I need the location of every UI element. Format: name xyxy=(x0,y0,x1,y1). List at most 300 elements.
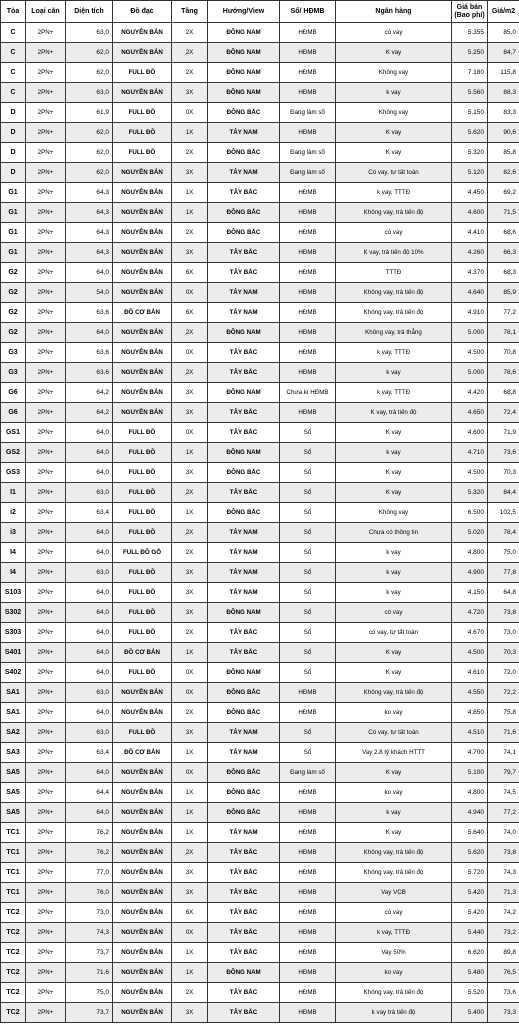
cell-ngan-hang: K vay xyxy=(336,643,452,663)
cell-dien-tich: 77,0 xyxy=(66,863,113,883)
cell-ngan-hang: ko vay xyxy=(336,963,452,983)
cell-gia-m2: 71,5 xyxy=(488,203,519,223)
cell-gia-m2: 73,6 xyxy=(488,443,519,463)
cell-toa: I1 xyxy=(1,483,26,503)
cell-so-hdmb: HĐMB xyxy=(280,363,336,383)
cell-toa: G2 xyxy=(1,303,26,323)
cell-tang: 0X xyxy=(172,663,208,683)
cell-loai-can: 2PN+ xyxy=(26,823,66,843)
cell-ngan-hang: Không vay, trả tiến độ xyxy=(336,863,452,883)
cell-do-dac: FULL ĐỒ xyxy=(113,503,172,523)
cell-gia-ban: 5.480 xyxy=(452,963,488,983)
cell-huong-view: TÂY BẮC xyxy=(208,183,280,203)
cell-gia-m2: 84,7 xyxy=(488,43,519,63)
cell-tang: 6X xyxy=(172,303,208,323)
table-row xyxy=(1,223,519,243)
cell-do-dac: NGUYÊN BẢN xyxy=(113,23,172,43)
cell-ngan-hang: K vay xyxy=(336,123,452,143)
cell-ngan-hang: k vay, TTTĐ xyxy=(336,343,452,363)
cell-gia-ban: 5.420 xyxy=(452,903,488,923)
cell-gia-ban: 6.620 xyxy=(452,943,488,963)
cell-loai-can: 2PN+ xyxy=(26,23,66,43)
cell-tang: 3X xyxy=(172,563,208,583)
cell-gia-ban: 4.720 xyxy=(452,603,488,623)
table-row xyxy=(1,803,519,823)
table-row xyxy=(1,483,519,503)
cell-loai-can: 2PN+ xyxy=(26,883,66,903)
cell-loai-can: 2PN+ xyxy=(26,103,66,123)
cell-toa: SA1 xyxy=(1,683,26,703)
cell-so-hdmb: Đang làm sổ xyxy=(280,103,336,123)
table-row xyxy=(1,683,519,703)
cell-ngan-hang: Không vay xyxy=(336,103,452,123)
cell-do-dac: NGUYÊN BẢN xyxy=(113,1003,172,1023)
cell-gia-m2: 84,4 xyxy=(488,483,519,503)
cell-gia-ban: 4.500 xyxy=(452,463,488,483)
cell-dien-tich: 64,0 xyxy=(66,443,113,463)
cell-toa: S303 xyxy=(1,623,26,643)
table-row xyxy=(1,763,519,783)
table-row xyxy=(1,383,519,403)
cell-ngan-hang: K vay xyxy=(336,823,452,843)
cell-loai-can: 2PN+ xyxy=(26,683,66,703)
cell-do-dac: NGUYÊN BẢN xyxy=(113,383,172,403)
cell-gia-ban: 4.910 xyxy=(452,303,488,323)
cell-do-dac: NGUYÊN BẢN xyxy=(113,963,172,983)
cell-toa: G2 xyxy=(1,323,26,343)
cell-loai-can: 2PN+ xyxy=(26,743,66,763)
cell-so-hdmb: Đang làm sổ xyxy=(280,163,336,183)
cell-dien-tich: 62,0 xyxy=(66,163,113,183)
table-row xyxy=(1,443,519,463)
cell-so-hdmb: HĐMB xyxy=(280,43,336,63)
cell-so-hdmb: HĐMB xyxy=(280,23,336,43)
cell-tang: 3X xyxy=(172,403,208,423)
cell-gia-ban: 4.940 xyxy=(452,803,488,823)
table-row xyxy=(1,843,519,863)
cell-gia-ban: 4.600 xyxy=(452,203,488,223)
cell-huong-view: ĐÔNG NAM xyxy=(208,963,280,983)
cell-toa: TC2 xyxy=(1,923,26,943)
cell-loai-can: 2PN+ xyxy=(26,503,66,523)
cell-do-dac: NGUYÊN BẢN xyxy=(113,363,172,383)
cell-loai-can: 2PN+ xyxy=(26,383,66,403)
cell-so-hdmb: HĐMB xyxy=(280,783,336,803)
cell-gia-ban: 5.440 xyxy=(452,923,488,943)
cell-do-dac: FULL ĐỒ xyxy=(113,523,172,543)
cell-dien-tich: 64,0 xyxy=(66,323,113,343)
cell-toa: G1 xyxy=(1,223,26,243)
cell-so-hdmb: Sổ xyxy=(280,663,336,683)
cell-loai-can: 2PN+ xyxy=(26,483,66,503)
cell-do-dac: ĐỒ CƠ BẢN xyxy=(113,743,172,763)
cell-dien-tich: 73,7 xyxy=(66,1003,113,1023)
cell-do-dac: NGUYÊN BẢN xyxy=(113,763,172,783)
cell-toa: i3 xyxy=(1,523,26,543)
cell-dien-tich: 73,7 xyxy=(66,943,113,963)
cell-tang: 2X xyxy=(172,483,208,503)
cell-loai-can: 2PN+ xyxy=(26,763,66,783)
cell-do-dac: FULL ĐỒ xyxy=(113,583,172,603)
cell-loai-can: 2PN+ xyxy=(26,463,66,483)
header-dien-tich: Diện tích xyxy=(66,1,113,23)
cell-toa: D xyxy=(1,143,26,163)
cell-huong-view: ĐÔNG NAM xyxy=(208,603,280,623)
cell-huong-view: TÂY BẮC xyxy=(208,263,280,283)
cell-ngan-hang: Không vay xyxy=(336,503,452,523)
cell-dien-tich: 76,2 xyxy=(66,843,113,863)
cell-dien-tich: 62,0 xyxy=(66,63,113,83)
cell-so-hdmb: Sổ xyxy=(280,723,336,743)
cell-gia-ban: 4.850 xyxy=(452,703,488,723)
cell-ngan-hang: k vay xyxy=(336,563,452,583)
cell-huong-view: TÂY BẮC xyxy=(208,403,280,423)
cell-gia-ban: 5.320 xyxy=(452,143,488,163)
cell-ngan-hang: K vay xyxy=(336,143,452,163)
cell-gia-ban: 5.250 xyxy=(452,43,488,63)
cell-toa: SA5 xyxy=(1,803,26,823)
cell-huong-view: TÂY BẮC xyxy=(208,923,280,943)
cell-huong-view: ĐÔNG BẮC xyxy=(208,783,280,803)
cell-do-dac: NGUYÊN BẢN xyxy=(113,323,172,343)
cell-so-hdmb: Đang làm sổ xyxy=(280,143,336,163)
cell-do-dac: NGUYÊN BẢN xyxy=(113,263,172,283)
cell-gia-ban: 4.640 xyxy=(452,283,488,303)
cell-so-hdmb: HĐMB xyxy=(280,303,336,323)
cell-do-dac: ĐỒ CƠ BẢN xyxy=(113,643,172,663)
cell-loai-can: 2PN+ xyxy=(26,63,66,83)
cell-huong-view: ĐÔNG BẮC xyxy=(208,143,280,163)
cell-gia-ban: 6.500 xyxy=(452,503,488,523)
cell-do-dac: NGUYÊN BẢN xyxy=(113,943,172,963)
cell-gia-ban: 4.370 xyxy=(452,263,488,283)
cell-so-hdmb: HĐMB xyxy=(280,963,336,983)
cell-tang: 3X xyxy=(172,1003,208,1023)
cell-do-dac: NGUYÊN BẢN xyxy=(113,883,172,903)
cell-toa: SA1 xyxy=(1,703,26,723)
table-row xyxy=(1,703,519,723)
cell-toa: G1 xyxy=(1,183,26,203)
cell-tang: 2X xyxy=(172,223,208,243)
cell-loai-can: 2PN+ xyxy=(26,643,66,663)
cell-huong-view: TÂY NAM xyxy=(208,123,280,143)
cell-gia-ban: 4.500 xyxy=(452,343,488,363)
cell-loai-can: 2PN+ xyxy=(26,283,66,303)
cell-so-hdmb: Sổ xyxy=(280,523,336,543)
cell-toa: GS2 xyxy=(1,443,26,463)
cell-so-hdmb: Sổ xyxy=(280,543,336,563)
cell-toa: TC2 xyxy=(1,1003,26,1023)
cell-toa: C xyxy=(1,83,26,103)
cell-dien-tich: 64,0 xyxy=(66,663,113,683)
cell-huong-view: ĐÔNG NAM xyxy=(208,323,280,343)
cell-ngan-hang: có vay xyxy=(336,23,452,43)
cell-dien-tich: 63,6 xyxy=(66,303,113,323)
cell-gia-m2: 68,8 xyxy=(488,383,519,403)
cell-gia-ban: 4.670 xyxy=(452,623,488,643)
cell-gia-m2: 70,3 xyxy=(488,463,519,483)
cell-gia-m2: 73,6 xyxy=(488,983,519,1003)
cell-gia-m2: 77,2 xyxy=(488,803,519,823)
cell-loai-can: 2PN+ xyxy=(26,583,66,603)
cell-toa: C xyxy=(1,63,26,83)
cell-do-dac: FULL ĐỒ GỖ xyxy=(113,543,172,563)
cell-tang: 1X xyxy=(172,183,208,203)
cell-toa: TC2 xyxy=(1,943,26,963)
cell-so-hdmb: HĐMB xyxy=(280,183,336,203)
table-row xyxy=(1,363,519,383)
cell-gia-m2: 74,1 xyxy=(488,743,519,763)
cell-dien-tich: 62,0 xyxy=(66,123,113,143)
cell-gia-ban: 5.640 xyxy=(452,823,488,843)
cell-tang: 1X xyxy=(172,443,208,463)
cell-gia-m2: 73,8 xyxy=(488,603,519,623)
cell-ngan-hang: k vay, TTTĐ xyxy=(336,383,452,403)
cell-dien-tich: 62,0 xyxy=(66,143,113,163)
cell-toa: G2 xyxy=(1,283,26,303)
cell-do-dac: NGUYÊN BẢN xyxy=(113,283,172,303)
cell-loai-can: 2PN+ xyxy=(26,803,66,823)
cell-so-hdmb: Sổ xyxy=(280,623,336,643)
cell-ngan-hang: Vay 50% xyxy=(336,943,452,963)
cell-dien-tich: 76,0 xyxy=(66,883,113,903)
cell-dien-tich: 63,0 xyxy=(66,563,113,583)
cell-huong-view: ĐÔNG NAM xyxy=(208,23,280,43)
cell-loai-can: 2PN+ xyxy=(26,183,66,203)
cell-ngan-hang: K vay, trả tiến độ xyxy=(336,403,452,423)
cell-tang: 2X xyxy=(172,43,208,63)
cell-so-hdmb: Sổ xyxy=(280,443,336,463)
cell-toa: TC2 xyxy=(1,903,26,923)
table-row xyxy=(1,63,519,83)
cell-gia-m2: 88,3 xyxy=(488,83,519,103)
cell-do-dac: FULL ĐỒ xyxy=(113,123,172,143)
cell-ngan-hang: TTTĐ xyxy=(336,263,452,283)
cell-tang: 1X xyxy=(172,823,208,843)
cell-loai-can: 2PN+ xyxy=(26,963,66,983)
cell-gia-ban: 4.710 xyxy=(452,443,488,463)
cell-so-hdmb: Sổ xyxy=(280,743,336,763)
table-row xyxy=(1,203,519,223)
cell-ngan-hang: Chưa có thông tin xyxy=(336,523,452,543)
cell-tang: 3X xyxy=(172,883,208,903)
cell-ngan-hang: có vay xyxy=(336,223,452,243)
cell-do-dac: ĐỒ CƠ BẢN xyxy=(113,303,172,323)
cell-tang: 0X xyxy=(172,343,208,363)
cell-dien-tich: 64,0 xyxy=(66,763,113,783)
table-row xyxy=(1,603,519,623)
cell-do-dac: NGUYÊN BẢN xyxy=(113,983,172,1003)
header-toa: Tòa xyxy=(1,1,26,23)
cell-so-hdmb: HĐMB xyxy=(280,863,336,883)
cell-loai-can: 2PN+ xyxy=(26,523,66,543)
cell-tang: 2X xyxy=(172,983,208,1003)
table-row xyxy=(1,743,519,763)
cell-so-hdmb: HĐMB xyxy=(280,123,336,143)
cell-loai-can: 2PN+ xyxy=(26,563,66,583)
cell-so-hdmb: HĐMB xyxy=(280,823,336,843)
cell-gia-m2: 71,9 xyxy=(488,423,519,443)
table-row xyxy=(1,643,519,663)
cell-gia-ban: 4.260 xyxy=(452,243,488,263)
cell-tang: 2X xyxy=(172,843,208,863)
cell-so-hdmb: Sổ xyxy=(280,583,336,603)
cell-huong-view: TÂY NAM xyxy=(208,823,280,843)
cell-loai-can: 2PN+ xyxy=(26,863,66,883)
cell-huong-view: ĐÔNG BẮC xyxy=(208,223,280,243)
cell-huong-view: ĐÔNG NAM xyxy=(208,43,280,63)
cell-huong-view: ĐÔNG NAM xyxy=(208,83,280,103)
table-row xyxy=(1,103,519,123)
cell-loai-can: 2PN+ xyxy=(26,123,66,143)
cell-huong-view: ĐÔNG BẮC xyxy=(208,703,280,723)
cell-gia-m2: 85,9 xyxy=(488,283,519,303)
table-row xyxy=(1,983,519,1003)
cell-gia-ban: 4.800 xyxy=(452,783,488,803)
cell-so-hdmb: HĐMB xyxy=(280,703,336,723)
cell-loai-can: 2PN+ xyxy=(26,303,66,323)
cell-gia-m2: 74,5 xyxy=(488,783,519,803)
cell-do-dac: NGUYÊN BẢN xyxy=(113,83,172,103)
cell-dien-tich: 54,0 xyxy=(66,283,113,303)
cell-gia-ban: 4.900 xyxy=(452,563,488,583)
cell-dien-tich: 64,0 xyxy=(66,583,113,603)
cell-toa: D xyxy=(1,103,26,123)
cell-gia-m2: 115,8 xyxy=(488,63,519,83)
cell-loai-can: 2PN+ xyxy=(26,163,66,183)
cell-ngan-hang: Không vay, trả tiến độ xyxy=(336,843,452,863)
cell-tang: 6X xyxy=(172,263,208,283)
cell-gia-m2: 78,6 xyxy=(488,363,519,383)
cell-ngan-hang: k vay xyxy=(336,543,452,563)
cell-do-dac: NGUYÊN BẢN xyxy=(113,43,172,63)
cell-toa: GS1 xyxy=(1,423,26,443)
cell-so-hdmb: Sổ xyxy=(280,643,336,663)
cell-loai-can: 2PN+ xyxy=(26,783,66,803)
cell-so-hdmb: Sổ xyxy=(280,563,336,583)
cell-toa: i2 xyxy=(1,503,26,523)
header-loai-can: Loại căn xyxy=(26,1,66,23)
table-row xyxy=(1,143,519,163)
cell-toa: D xyxy=(1,163,26,183)
cell-so-hdmb: HĐMB xyxy=(280,983,336,1003)
cell-so-hdmb: HĐMB xyxy=(280,843,336,863)
cell-gia-m2: 73,2 xyxy=(488,923,519,943)
cell-ngan-hang: K vay xyxy=(336,423,452,443)
cell-do-dac: FULL ĐỒ xyxy=(113,603,172,623)
cell-gia-m2: 72,0 xyxy=(488,663,519,683)
cell-gia-ban: 5.400 xyxy=(452,1003,488,1023)
cell-toa: G1 xyxy=(1,243,26,263)
cell-dien-tich: 64,2 xyxy=(66,403,113,423)
cell-gia-m2: 71,6 xyxy=(488,723,519,743)
cell-ngan-hang: Không vay, trả tiến độ xyxy=(336,283,452,303)
table-row xyxy=(1,503,519,523)
cell-tang: 1X xyxy=(172,743,208,763)
cell-dien-tich: 64,4 xyxy=(66,783,113,803)
cell-loai-can: 2PN+ xyxy=(26,423,66,443)
cell-gia-m2: 66,3 xyxy=(488,243,519,263)
cell-gia-m2: 73,8 xyxy=(488,843,519,863)
cell-toa: D xyxy=(1,123,26,143)
cell-do-dac: FULL ĐỒ xyxy=(113,723,172,743)
cell-gia-m2: 75,8 xyxy=(488,703,519,723)
cell-gia-m2: 85,8 xyxy=(488,143,519,163)
cell-huong-view: TÂY BẮC xyxy=(208,943,280,963)
cell-huong-view: TÂY BẮC xyxy=(208,363,280,383)
cell-tang: 3X xyxy=(172,163,208,183)
cell-toa: TC1 xyxy=(1,843,26,863)
cell-ngan-hang: k vay xyxy=(336,583,452,603)
cell-loai-can: 2PN+ xyxy=(26,243,66,263)
cell-huong-view: TÂY NAM xyxy=(208,563,280,583)
cell-so-hdmb: Sổ xyxy=(280,463,336,483)
cell-toa: TC2 xyxy=(1,963,26,983)
cell-loai-can: 2PN+ xyxy=(26,403,66,423)
cell-dien-tich: 63,0 xyxy=(66,83,113,103)
cell-loai-can: 2PN+ xyxy=(26,543,66,563)
cell-loai-can: 2PN+ xyxy=(26,843,66,863)
table-row xyxy=(1,43,519,63)
cell-tang: 3X xyxy=(172,583,208,603)
cell-huong-view: TÂY NAM xyxy=(208,723,280,743)
cell-ngan-hang: K vay xyxy=(336,43,452,63)
cell-tang: 2X xyxy=(172,63,208,83)
cell-tang: 3X xyxy=(172,863,208,883)
cell-toa: TC2 xyxy=(1,983,26,1003)
cell-dien-tich: 63,4 xyxy=(66,503,113,523)
cell-huong-view: TÂY NAM xyxy=(208,163,280,183)
cell-ngan-hang: k vay xyxy=(336,803,452,823)
table-row xyxy=(1,943,519,963)
cell-ngan-hang: k vay trả tiến độ xyxy=(336,1003,452,1023)
cell-dien-tich: 64,0 xyxy=(66,803,113,823)
cell-tang: 3X xyxy=(172,603,208,623)
cell-gia-m2: 72,2 xyxy=(488,683,519,703)
cell-huong-view: TÂY BẮC xyxy=(208,843,280,863)
table-row xyxy=(1,543,519,563)
cell-ngan-hang: Không vay, trả tiến độ xyxy=(336,683,452,703)
cell-ngan-hang: ko vay xyxy=(336,783,452,803)
cell-do-dac: FULL ĐỒ xyxy=(113,443,172,463)
cell-dien-tich: 71,6 xyxy=(66,963,113,983)
table-row xyxy=(1,183,519,203)
cell-dien-tich: 63,0 xyxy=(66,23,113,43)
cell-huong-view: ĐÔNG BẮC xyxy=(208,683,280,703)
cell-do-dac: FULL ĐỒ xyxy=(113,623,172,643)
cell-huong-view: ĐÔNG BẮC xyxy=(208,803,280,823)
table-row xyxy=(1,883,519,903)
cell-gia-ban: 4.650 xyxy=(452,403,488,423)
cell-dien-tich: 64,2 xyxy=(66,383,113,403)
cell-tang: 1X xyxy=(172,203,208,223)
cell-huong-view: TÂY NAM xyxy=(208,583,280,603)
table-row xyxy=(1,23,519,43)
cell-dien-tich: 64,0 xyxy=(66,703,113,723)
cell-dien-tich: 75,0 xyxy=(66,983,113,1003)
cell-loai-can: 2PN+ xyxy=(26,83,66,103)
cell-tang: 2X xyxy=(172,703,208,723)
cell-loai-can: 2PN+ xyxy=(26,363,66,383)
cell-gia-ban: 4.410 xyxy=(452,223,488,243)
cell-so-hdmb: Chưa kí HĐMB xyxy=(280,383,336,403)
cell-dien-tich: 63,6 xyxy=(66,363,113,383)
cell-gia-ban: 5.560 xyxy=(452,83,488,103)
cell-toa: G6 xyxy=(1,403,26,423)
cell-ngan-hang: Vay 2.8 tỷ khách HTTT xyxy=(336,743,452,763)
cell-dien-tich: 62,0 xyxy=(66,43,113,63)
table-row xyxy=(1,303,519,323)
